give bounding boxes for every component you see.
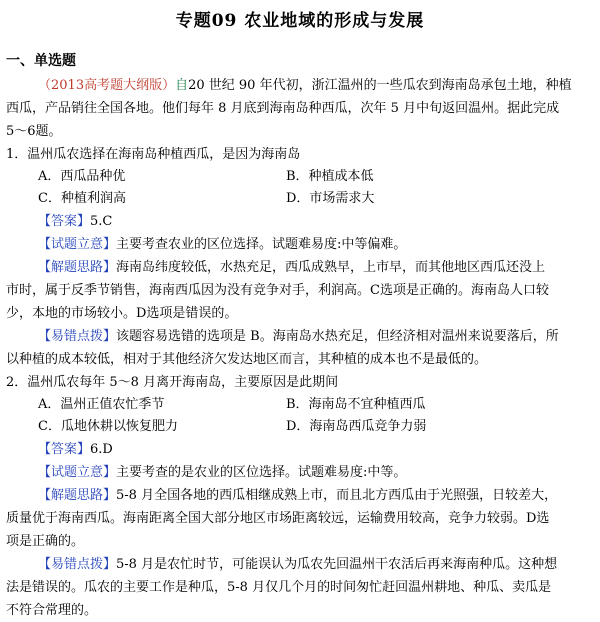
q2-intent [38, 461, 600, 484]
answer-value: 6.D [90, 442, 113, 457]
q2-idea-line-1 [38, 484, 600, 507]
intro-line-3: 5～6题。 [6, 124, 62, 139]
q2-option-b: B．海南岛不宜种植西瓜 [286, 397, 426, 412]
q2-option-a: A．温州正值农忙季节 [38, 397, 165, 412]
tip-text-1: 5-8 月是农忙时节，可能误认为瓜农先回温州干农活后再来海南种瓜。这种想 [116, 557, 558, 572]
q1-intent [38, 233, 600, 256]
q1-answer [38, 210, 600, 233]
intro-text-1: 20 世纪 90 年代初，浙江温州的一些瓜农到海南岛承包土地，种植 [188, 78, 572, 93]
source-label: （2013高考题大纲版） [38, 78, 176, 93]
page-title: 专题09 农业地域的形成与发展 [175, 11, 425, 31]
q1-tip-line-2: 以种植的成本较低，相对于其他经济欠发达地区而言，其种植的成本也不是最低的。 [6, 352, 488, 367]
intent-tag: 【试题立意】 [38, 237, 117, 252]
q1-idea-line-1 [38, 256, 600, 279]
q1-option-d: D．市场需求大 [286, 191, 375, 206]
section-heading: 一、单选题 [6, 53, 76, 69]
answer-tag: 【答案】 [38, 442, 91, 457]
q1-idea-line-3: 少，本地的市场较小。D选项是错误的。 [6, 306, 238, 321]
answer-value: 5.C [90, 214, 113, 229]
q2-option-d: D．海南岛西瓜竞争力弱 [286, 419, 427, 434]
intent-text: 主要考查农业的区位选择。试题难易度:中等偏难。 [116, 237, 407, 252]
intro-line-1 [38, 74, 600, 97]
idea-tag: 【解题思路】 [38, 260, 117, 275]
idea-text-1: 5-8 月全国各地的西瓜相继成熟上市，而且北方西瓜由于光照强，日较差大， [116, 488, 558, 503]
source-suffix: 自 [175, 78, 189, 93]
q2-tip-line-2: 法是错误的。瓜农的主要工作是种瓜，5-8 月仅几个月的时间匆忙赶回温州耕地、种瓜、卖瓜是 [6, 580, 552, 595]
q1-option-c: C．种植利润高 [38, 191, 126, 206]
tip-tag: 【易错点拨】 [38, 557, 117, 572]
idea-text-1: 海南岛纬度较低，水热充足，西瓜成熟早，上市早，而其他地区西瓜还没上 [116, 260, 546, 275]
q1-stem: 1．温州瓜农选择在海南岛种植西瓜，是因为海南岛 [6, 147, 301, 162]
q1-option-a: A．西瓜品种优 [38, 169, 126, 184]
q2-idea-line-3: 项是正确的。 [6, 534, 85, 549]
q2-stem: 2．温州瓜农每年 5～8 月离开海南岛，主要原因是此期间 [6, 375, 339, 390]
q1-tip-line-1 [38, 325, 600, 348]
idea-tag: 【解题思路】 [38, 488, 117, 503]
q2-tip-line-3: 不符合常理的。 [6, 603, 98, 618]
q2-tip-line-1 [38, 553, 600, 576]
answer-tag: 【答案】 [38, 214, 91, 229]
intro-line-2: 西瓜，产品销往全国各地。他们每年 8 月底到海南岛种西瓜，次年 5 月中旬返回温州。据此完成 [6, 101, 560, 116]
q2-answer [38, 438, 600, 461]
q2-idea-line-2: 质量优于海南西瓜。海南距离全国大部分地区市场距离较远，运输费用较高，竞争力较弱。D选 [6, 511, 550, 526]
q1-option-b: B．种植成本低 [286, 169, 374, 184]
q1-idea-line-2: 市时，属于反季节销售，海南西瓜因为没有竞争对手，利润高。C选项是正确的。海南岛人口较 [6, 283, 549, 298]
intent-tag: 【试题立意】 [38, 465, 117, 480]
tip-tag: 【易错点拨】 [38, 329, 117, 344]
intent-text: 主要考查的是农业的区位选择。试题难易度:中等。 [116, 465, 407, 480]
q2-option-c: C．瓜地休耕以恢复肥力 [38, 419, 178, 434]
tip-text-1: 该题容易选错的选项是 B。海南岛水热充足，但经济相对温州来说要落后，所 [116, 329, 559, 344]
